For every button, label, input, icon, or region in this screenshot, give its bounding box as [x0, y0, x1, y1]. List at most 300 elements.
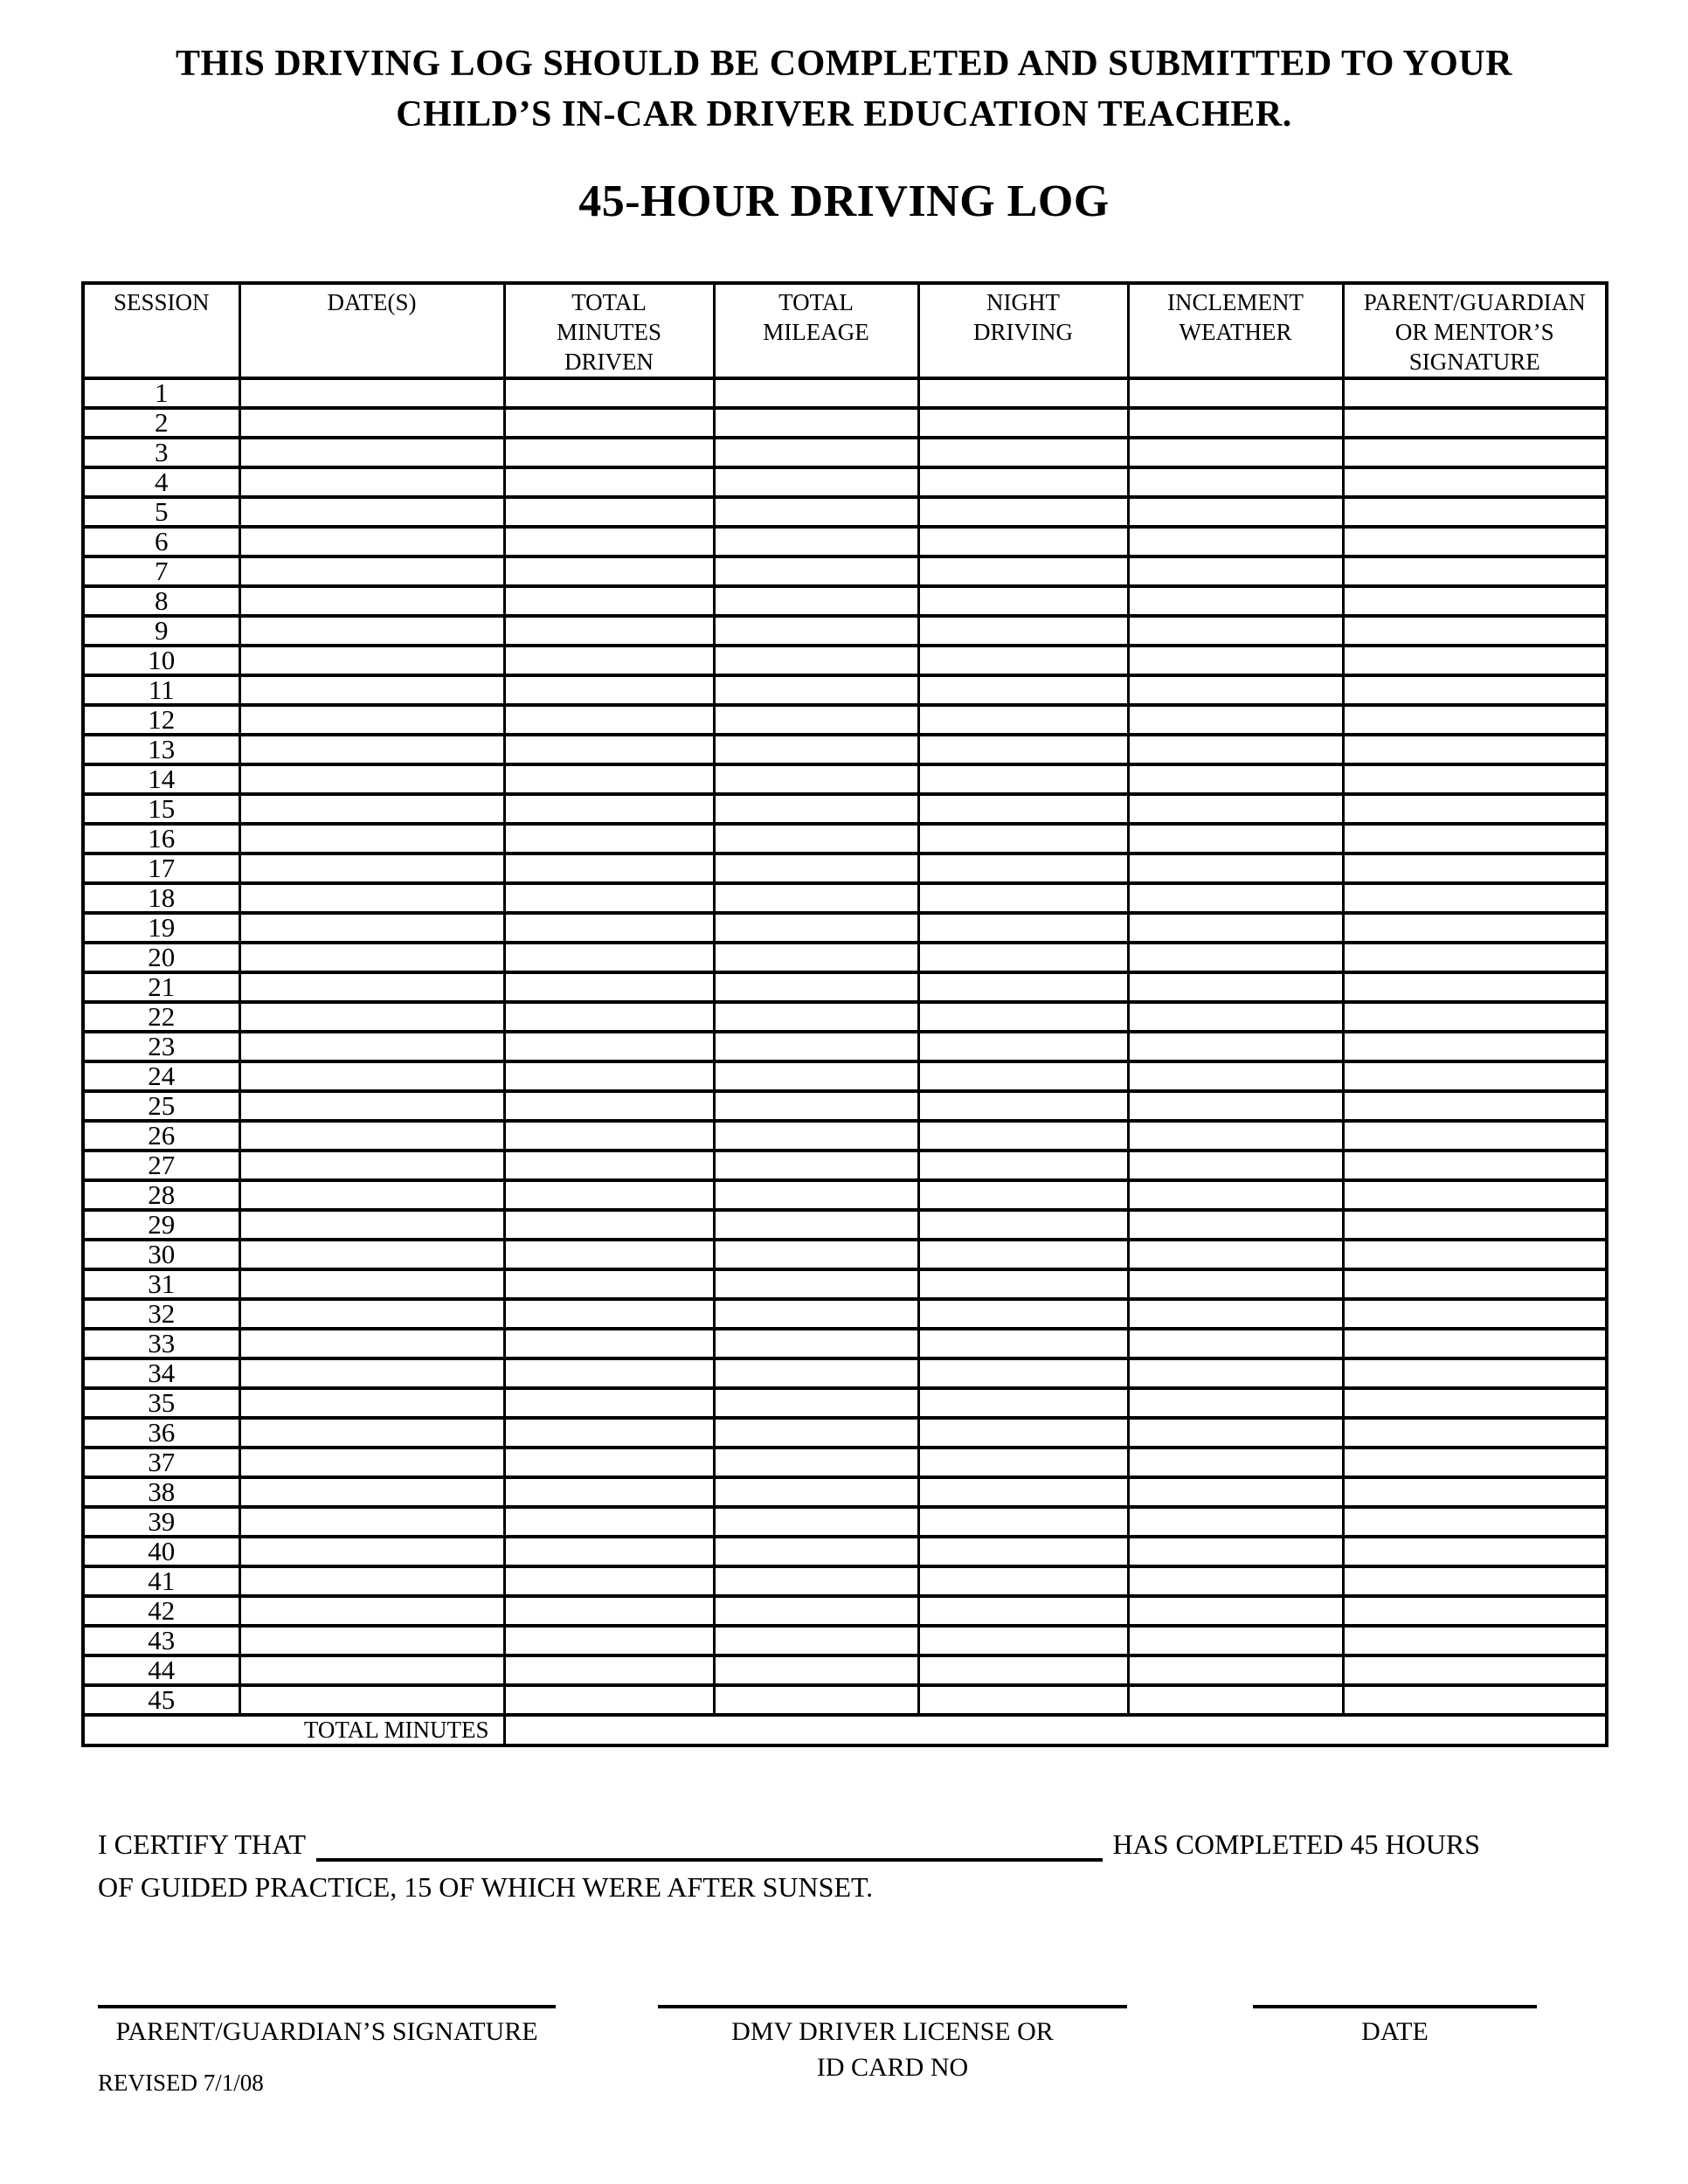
signature-entry-cell[interactable] [1343, 527, 1607, 556]
night-driving-entry-cell[interactable] [918, 705, 1128, 735]
dates-entry-cell[interactable] [239, 1121, 504, 1151]
inclement-weather-entry-cell[interactable] [1128, 1121, 1343, 1151]
inclement-weather-entry-cell[interactable] [1128, 1448, 1343, 1477]
night-driving-entry-cell[interactable] [918, 1329, 1128, 1358]
total-minutes-driven-entry-cell[interactable] [504, 1358, 714, 1388]
inclement-weather-entry-cell[interactable] [1128, 735, 1343, 764]
signature-entry-cell[interactable] [1343, 1566, 1607, 1596]
signature-entry-cell[interactable] [1343, 794, 1607, 824]
night-driving-entry-cell[interactable] [918, 1061, 1128, 1091]
total-minutes-driven-entry-cell[interactable] [504, 467, 714, 497]
dates-entry-cell[interactable] [239, 1032, 504, 1061]
total-minutes-driven-entry-cell[interactable] [504, 1448, 714, 1477]
total-minutes-value-cell[interactable] [504, 1715, 1607, 1745]
session-row [83, 943, 1607, 972]
total-mileage-entry-cell[interactable] [714, 735, 918, 764]
signature-entry-cell[interactable] [1343, 1685, 1607, 1715]
dates-entry-cell[interactable] [239, 1180, 504, 1210]
inclement-weather-entry-cell[interactable] [1128, 586, 1343, 616]
dates-entry-cell[interactable] [239, 854, 504, 883]
total-mileage-entry-cell[interactable] [714, 1566, 918, 1596]
signature-entry-cell[interactable] [1343, 1448, 1607, 1477]
night-driving-entry-cell[interactable] [918, 824, 1128, 854]
total-minutes-driven-entry-cell[interactable] [504, 1596, 714, 1626]
total-minutes-driven-entry-cell[interactable] [504, 735, 714, 764]
dates-entry-cell[interactable] [239, 913, 504, 943]
night-driving-entry-cell[interactable] [918, 854, 1128, 883]
total-mileage-entry-cell[interactable] [714, 824, 918, 854]
night-driving-entry-cell[interactable] [918, 972, 1128, 1002]
night-driving-entry-cell[interactable] [918, 1537, 1128, 1566]
night-driving-entry-cell[interactable] [918, 764, 1128, 794]
signature-entry-cell[interactable] [1343, 467, 1607, 497]
total-minutes-driven-entry-cell[interactable] [504, 764, 714, 794]
total-minutes-driven-entry-cell[interactable] [504, 943, 714, 972]
total-mileage-entry-cell[interactable] [714, 1626, 918, 1655]
inclement-weather-entry-cell[interactable] [1128, 1032, 1343, 1061]
night-driving-entry-cell[interactable] [918, 586, 1128, 616]
night-driving-entry-cell[interactable] [918, 675, 1128, 705]
certify-name-blank[interactable] [316, 1830, 1103, 1862]
inclement-weather-entry-cell[interactable] [1128, 646, 1343, 675]
signature-entry-cell[interactable] [1343, 556, 1607, 586]
dmv-license-line[interactable] [658, 2005, 1127, 2008]
dates-entry-cell[interactable] [239, 586, 504, 616]
inclement-weather-entry-cell[interactable] [1128, 1477, 1343, 1507]
total-mileage-entry-cell[interactable] [714, 913, 918, 943]
total-minutes-driven-entry-cell[interactable] [504, 1002, 714, 1032]
night-driving-entry-cell[interactable] [918, 1626, 1128, 1655]
total-minutes-driven-entry-cell[interactable] [504, 1566, 714, 1596]
night-driving-entry-cell[interactable] [918, 1091, 1128, 1121]
session-number-cell: 39 [83, 1507, 239, 1537]
inclement-weather-entry-cell[interactable] [1128, 527, 1343, 556]
total-mileage-entry-cell[interactable] [714, 675, 918, 705]
dates-entry-cell[interactable] [239, 794, 504, 824]
session-row [83, 705, 1607, 735]
signature-entry-cell[interactable] [1343, 1121, 1607, 1151]
session-number-cell: 37 [83, 1448, 239, 1477]
dates-entry-cell[interactable] [239, 1299, 504, 1329]
total-mileage-entry-cell[interactable] [714, 1240, 918, 1269]
signature-entry-cell[interactable] [1343, 616, 1607, 646]
table-header-row [83, 283, 1607, 378]
inclement-weather-entry-cell[interactable] [1128, 1626, 1343, 1655]
dates-entry-cell[interactable] [239, 824, 504, 854]
signature-entry-cell[interactable] [1343, 1507, 1607, 1537]
total-minutes-driven-entry-cell[interactable] [504, 794, 714, 824]
night-driving-entry-cell[interactable] [918, 467, 1128, 497]
total-mileage-entry-cell[interactable] [714, 854, 918, 883]
total-mileage-entry-cell[interactable] [714, 556, 918, 586]
dates-entry-cell[interactable] [239, 1477, 504, 1507]
total-minutes-driven-entry-cell[interactable] [504, 527, 714, 556]
inclement-weather-entry-cell[interactable] [1128, 1151, 1343, 1180]
session-number-cell: 14 [83, 764, 239, 794]
total-mileage-entry-cell[interactable] [714, 438, 918, 467]
dates-entry-cell[interactable] [239, 1418, 504, 1448]
night-driving-entry-cell[interactable] [918, 408, 1128, 438]
dates-entry-cell[interactable] [239, 943, 504, 972]
total-minutes-driven-entry-cell[interactable] [504, 1269, 714, 1299]
dates-entry-cell[interactable] [239, 1448, 504, 1477]
dates-entry-cell[interactable] [239, 1358, 504, 1388]
inclement-weather-entry-cell[interactable] [1128, 794, 1343, 824]
signature-entry-cell[interactable] [1343, 854, 1607, 883]
signature-entry-cell[interactable] [1343, 1537, 1607, 1566]
total-mileage-entry-cell[interactable] [714, 1091, 918, 1121]
total-mileage-entry-cell[interactable] [714, 1121, 918, 1151]
night-driving-entry-cell[interactable] [918, 735, 1128, 764]
signature-entry-cell[interactable] [1343, 1061, 1607, 1091]
session-row [83, 1121, 1607, 1151]
inclement-weather-entry-cell[interactable] [1128, 1388, 1343, 1418]
dates-entry-cell[interactable] [239, 1596, 504, 1626]
inclement-weather-entry-cell[interactable] [1128, 913, 1343, 943]
total-minutes-driven-entry-cell[interactable] [504, 913, 714, 943]
dates-entry-cell[interactable] [239, 438, 504, 467]
total-mileage-entry-cell[interactable] [714, 586, 918, 616]
total-minutes-driven-entry-cell[interactable] [504, 378, 714, 408]
total-mileage-entry-cell[interactable] [714, 1448, 918, 1477]
total-minutes-driven-entry-cell[interactable] [504, 1388, 714, 1418]
inclement-weather-entry-cell[interactable] [1128, 1537, 1343, 1566]
total-minutes-driven-entry-cell[interactable] [504, 646, 714, 675]
inclement-weather-entry-cell[interactable] [1128, 1210, 1343, 1240]
dates-entry-cell[interactable] [239, 1151, 504, 1180]
night-driving-entry-cell[interactable] [918, 1685, 1128, 1715]
signature-entry-cell[interactable] [1343, 1002, 1607, 1032]
dmv-license-block [658, 2005, 1127, 2085]
dates-entry-cell[interactable] [239, 1507, 504, 1537]
total-minutes-driven-entry-cell[interactable] [504, 883, 714, 913]
inclement-weather-entry-cell[interactable] [1128, 1418, 1343, 1448]
total-minutes-driven-entry-cell[interactable] [504, 1299, 714, 1329]
inclement-weather-entry-cell[interactable] [1128, 1061, 1343, 1091]
total-minutes-driven-entry-cell[interactable] [504, 1507, 714, 1537]
inclement-weather-entry-cell[interactable] [1128, 764, 1343, 794]
total-mileage-entry-cell[interactable] [714, 1418, 918, 1448]
signature-entry-cell[interactable] [1343, 1418, 1607, 1448]
night-driving-entry-cell[interactable] [918, 1566, 1128, 1596]
total-mileage-entry-cell[interactable] [714, 1329, 918, 1358]
total-mileage-entry-cell[interactable] [714, 646, 918, 675]
date-line[interactable] [1253, 2005, 1537, 2008]
night-driving-entry-cell[interactable] [918, 1448, 1128, 1477]
total-mileage-entry-cell[interactable] [714, 378, 918, 408]
signature-entry-cell[interactable] [1343, 586, 1607, 616]
night-driving-entry-cell[interactable] [918, 1507, 1128, 1537]
signature-entry-cell[interactable] [1343, 1596, 1607, 1626]
signature-entry-cell[interactable] [1343, 1388, 1607, 1418]
column-header-signature: PARENT/GUARDIAN OR MENTOR’S SIGNATURE [1343, 283, 1607, 378]
session-row [83, 1180, 1607, 1210]
total-mileage-entry-cell[interactable] [714, 527, 918, 556]
dates-entry-cell[interactable] [239, 616, 504, 646]
inclement-weather-entry-cell[interactable] [1128, 467, 1343, 497]
inclement-weather-entry-cell[interactable] [1128, 675, 1343, 705]
dates-entry-cell[interactable] [239, 646, 504, 675]
signature-entry-cell[interactable] [1343, 1240, 1607, 1269]
session-row [83, 1566, 1607, 1596]
signature-entry-cell[interactable] [1343, 1091, 1607, 1121]
dates-entry-cell[interactable] [239, 972, 504, 1002]
dates-entry-cell[interactable] [239, 1329, 504, 1358]
dates-entry-cell[interactable] [239, 1002, 504, 1032]
night-driving-entry-cell[interactable] [918, 1210, 1128, 1240]
total-mileage-entry-cell[interactable] [714, 943, 918, 972]
session-row [83, 824, 1607, 854]
session-row [83, 1299, 1607, 1329]
inclement-weather-entry-cell[interactable] [1128, 972, 1343, 1002]
night-driving-entry-cell[interactable] [918, 1121, 1128, 1151]
total-minutes-driven-entry-cell[interactable] [504, 1477, 714, 1507]
session-row [83, 1329, 1607, 1358]
signature-entry-cell[interactable] [1343, 1180, 1607, 1210]
signature-entry-cell[interactable] [1343, 1655, 1607, 1685]
dates-entry-cell[interactable] [239, 675, 504, 705]
night-driving-entry-cell[interactable] [918, 527, 1128, 556]
total-mileage-entry-cell[interactable] [714, 1537, 918, 1566]
dates-entry-cell[interactable] [239, 1061, 504, 1091]
inclement-weather-entry-cell[interactable] [1128, 556, 1343, 586]
total-minutes-driven-entry-cell[interactable] [504, 1626, 714, 1655]
signature-entry-cell[interactable] [1343, 1269, 1607, 1299]
dates-entry-cell[interactable] [239, 497, 504, 527]
inclement-weather-entry-cell[interactable] [1128, 854, 1343, 883]
dates-entry-cell[interactable] [239, 1091, 504, 1121]
dates-entry-cell[interactable] [239, 1269, 504, 1299]
night-driving-entry-cell[interactable] [918, 556, 1128, 586]
inclement-weather-entry-cell[interactable] [1128, 1299, 1343, 1329]
total-minutes-driven-entry-cell[interactable] [504, 586, 714, 616]
dates-entry-cell[interactable] [239, 1685, 504, 1715]
signature-entry-cell[interactable] [1343, 705, 1607, 735]
signature-entry-cell[interactable] [1343, 1032, 1607, 1061]
total-minutes-driven-entry-cell[interactable] [504, 1537, 714, 1566]
night-driving-entry-cell[interactable] [918, 1596, 1128, 1626]
inclement-weather-entry-cell[interactable] [1128, 1507, 1343, 1537]
total-minutes-driven-entry-cell[interactable] [504, 824, 714, 854]
session-row [83, 408, 1607, 438]
session-row [83, 1626, 1607, 1655]
night-driving-entry-cell[interactable] [918, 1388, 1128, 1418]
night-driving-entry-cell[interactable] [918, 1151, 1128, 1180]
night-driving-entry-cell[interactable] [918, 646, 1128, 675]
night-driving-entry-cell[interactable] [918, 1477, 1128, 1507]
signature-entry-cell[interactable] [1343, 943, 1607, 972]
signature-entry-cell[interactable] [1343, 1477, 1607, 1507]
total-mileage-entry-cell[interactable] [714, 1061, 918, 1091]
session-row [83, 1091, 1607, 1121]
inclement-weather-entry-cell[interactable] [1128, 1358, 1343, 1388]
inclement-weather-entry-cell[interactable] [1128, 1180, 1343, 1210]
inclement-weather-entry-cell[interactable] [1128, 1329, 1343, 1358]
night-driving-entry-cell[interactable] [918, 1032, 1128, 1061]
signature-entry-cell[interactable] [1343, 408, 1607, 438]
signature-entry-cell[interactable] [1343, 1358, 1607, 1388]
total-minutes-driven-entry-cell[interactable] [504, 1655, 714, 1685]
night-driving-entry-cell[interactable] [918, 1180, 1128, 1210]
total-minutes-driven-entry-cell[interactable] [504, 616, 714, 646]
inclement-weather-entry-cell[interactable] [1128, 883, 1343, 913]
inclement-weather-entry-cell[interactable] [1128, 1269, 1343, 1299]
dates-entry-cell[interactable] [239, 1388, 504, 1418]
signature-entry-cell[interactable] [1343, 735, 1607, 764]
total-minutes-driven-entry-cell[interactable] [504, 1061, 714, 1091]
night-driving-entry-cell[interactable] [918, 913, 1128, 943]
night-driving-entry-cell[interactable] [918, 1655, 1128, 1685]
signature-entry-cell[interactable] [1343, 675, 1607, 705]
signature-entry-cell[interactable] [1343, 883, 1607, 913]
total-minutes-driven-entry-cell[interactable] [504, 972, 714, 1002]
night-driving-entry-cell[interactable] [918, 1418, 1128, 1448]
total-mileage-entry-cell[interactable] [714, 1210, 918, 1240]
dates-entry-cell[interactable] [239, 378, 504, 408]
total-minutes-driven-entry-cell[interactable] [504, 556, 714, 586]
inclement-weather-entry-cell[interactable] [1128, 824, 1343, 854]
total-mileage-entry-cell[interactable] [714, 1180, 918, 1210]
total-mileage-entry-cell[interactable] [714, 1596, 918, 1626]
inclement-weather-entry-cell[interactable] [1128, 1566, 1343, 1596]
night-driving-entry-cell[interactable] [918, 794, 1128, 824]
signature-entry-cell[interactable] [1343, 646, 1607, 675]
inclement-weather-entry-cell[interactable] [1128, 705, 1343, 735]
total-mileage-entry-cell[interactable] [714, 1032, 918, 1061]
total-minutes-driven-entry-cell[interactable] [504, 408, 714, 438]
total-minutes-driven-entry-cell[interactable] [504, 438, 714, 467]
session-number-cell: 10 [83, 646, 239, 675]
signature-entry-cell[interactable] [1343, 913, 1607, 943]
total-minutes-driven-entry-cell[interactable] [504, 854, 714, 883]
total-mileage-entry-cell[interactable] [714, 794, 918, 824]
total-minutes-driven-entry-cell[interactable] [504, 1685, 714, 1715]
inclement-weather-entry-cell[interactable] [1128, 378, 1343, 408]
total-mileage-entry-cell[interactable] [714, 1507, 918, 1537]
dates-entry-cell[interactable] [239, 1626, 504, 1655]
parent-signature-line[interactable] [98, 2005, 556, 2008]
total-mileage-entry-cell[interactable] [714, 972, 918, 1002]
night-driving-entry-cell[interactable] [918, 1240, 1128, 1269]
inclement-weather-entry-cell[interactable] [1128, 1655, 1343, 1685]
signature-entry-cell[interactable] [1343, 1151, 1607, 1180]
total-minutes-driven-entry-cell[interactable] [504, 1210, 714, 1240]
night-driving-entry-cell[interactable] [918, 1269, 1128, 1299]
total-mileage-entry-cell[interactable] [714, 1269, 918, 1299]
total-mileage-entry-cell[interactable] [714, 408, 918, 438]
total-minutes-driven-entry-cell[interactable] [504, 1418, 714, 1448]
dates-entry-cell[interactable] [239, 556, 504, 586]
dates-entry-cell[interactable] [239, 1537, 504, 1566]
signature-entry-cell[interactable] [1343, 1210, 1607, 1240]
inclement-weather-entry-cell[interactable] [1128, 616, 1343, 646]
dates-entry-cell[interactable] [239, 764, 504, 794]
total-mileage-entry-cell[interactable] [714, 1151, 918, 1180]
total-minutes-driven-entry-cell[interactable] [504, 1091, 714, 1121]
total-mileage-entry-cell[interactable] [714, 883, 918, 913]
night-driving-entry-cell[interactable] [918, 1299, 1128, 1329]
night-driving-entry-cell[interactable] [918, 497, 1128, 527]
night-driving-entry-cell[interactable] [918, 616, 1128, 646]
signature-entry-cell[interactable] [1343, 438, 1607, 467]
session-row [83, 854, 1607, 883]
inclement-weather-entry-cell[interactable] [1128, 408, 1343, 438]
session-number-cell: 35 [83, 1388, 239, 1418]
total-mileage-entry-cell[interactable] [714, 1299, 918, 1329]
inclement-weather-entry-cell[interactable] [1128, 1685, 1343, 1715]
night-driving-entry-cell[interactable] [918, 438, 1128, 467]
night-driving-entry-cell[interactable] [918, 1002, 1128, 1032]
session-number-cell: 22 [83, 1002, 239, 1032]
inclement-weather-entry-cell[interactable] [1128, 1596, 1343, 1626]
session-row [83, 1151, 1607, 1180]
total-minutes-driven-entry-cell[interactable] [504, 675, 714, 705]
night-driving-entry-cell[interactable] [918, 883, 1128, 913]
signature-entry-cell[interactable] [1343, 1299, 1607, 1329]
night-driving-entry-cell[interactable] [918, 943, 1128, 972]
signature-entry-cell[interactable] [1343, 824, 1607, 854]
signature-entry-cell[interactable] [1343, 764, 1607, 794]
inclement-weather-entry-cell[interactable] [1128, 1240, 1343, 1269]
total-mileage-entry-cell[interactable] [714, 467, 918, 497]
total-mileage-entry-cell[interactable] [714, 705, 918, 735]
total-minutes-driven-entry-cell[interactable] [504, 497, 714, 527]
total-mileage-entry-cell[interactable] [714, 1655, 918, 1685]
signature-entry-cell[interactable] [1343, 497, 1607, 527]
total-mileage-entry-cell[interactable] [714, 1477, 918, 1507]
total-minutes-driven-entry-cell[interactable] [504, 1240, 714, 1269]
dates-entry-cell[interactable] [239, 705, 504, 735]
night-driving-entry-cell[interactable] [918, 378, 1128, 408]
total-mileage-entry-cell[interactable] [714, 616, 918, 646]
dates-entry-cell[interactable] [239, 1210, 504, 1240]
dates-entry-cell[interactable] [239, 527, 504, 556]
total-mileage-entry-cell[interactable] [714, 764, 918, 794]
signature-entry-cell[interactable] [1343, 972, 1607, 1002]
signature-entry-cell[interactable] [1343, 1626, 1607, 1655]
signature-entry-cell[interactable] [1343, 378, 1607, 408]
dates-entry-cell[interactable] [239, 883, 504, 913]
dates-entry-cell[interactable] [239, 1655, 504, 1685]
total-mileage-entry-cell[interactable] [714, 1002, 918, 1032]
dates-entry-cell[interactable] [239, 467, 504, 497]
total-mileage-entry-cell[interactable] [714, 1388, 918, 1418]
dates-entry-cell[interactable] [239, 735, 504, 764]
dates-entry-cell[interactable] [239, 408, 504, 438]
total-minutes-driven-entry-cell[interactable] [504, 1121, 714, 1151]
session-number-cell: 1 [83, 378, 239, 408]
inclement-weather-entry-cell[interactable] [1128, 1091, 1343, 1121]
signature-entry-cell[interactable] [1343, 1329, 1607, 1358]
total-minutes-driven-entry-cell[interactable] [504, 1180, 714, 1210]
total-mileage-entry-cell[interactable] [714, 497, 918, 527]
total-minutes-driven-entry-cell[interactable] [504, 1329, 714, 1358]
total-minutes-driven-entry-cell[interactable] [504, 1151, 714, 1180]
total-minutes-driven-entry-cell[interactable] [504, 1032, 714, 1061]
revision-note: REVISED 7/1/08 [98, 2070, 264, 2096]
total-minutes-driven-entry-cell[interactable] [504, 705, 714, 735]
session-number-cell: 28 [83, 1180, 239, 1210]
dates-entry-cell[interactable] [239, 1240, 504, 1269]
dates-entry-cell[interactable] [239, 1566, 504, 1596]
total-mileage-entry-cell[interactable] [714, 1358, 918, 1388]
inclement-weather-entry-cell[interactable] [1128, 1002, 1343, 1032]
inclement-weather-entry-cell[interactable] [1128, 497, 1343, 527]
night-driving-entry-cell[interactable] [918, 1358, 1128, 1388]
inclement-weather-entry-cell[interactable] [1128, 943, 1343, 972]
total-mileage-entry-cell[interactable] [714, 1685, 918, 1715]
inclement-weather-entry-cell[interactable] [1128, 438, 1343, 467]
